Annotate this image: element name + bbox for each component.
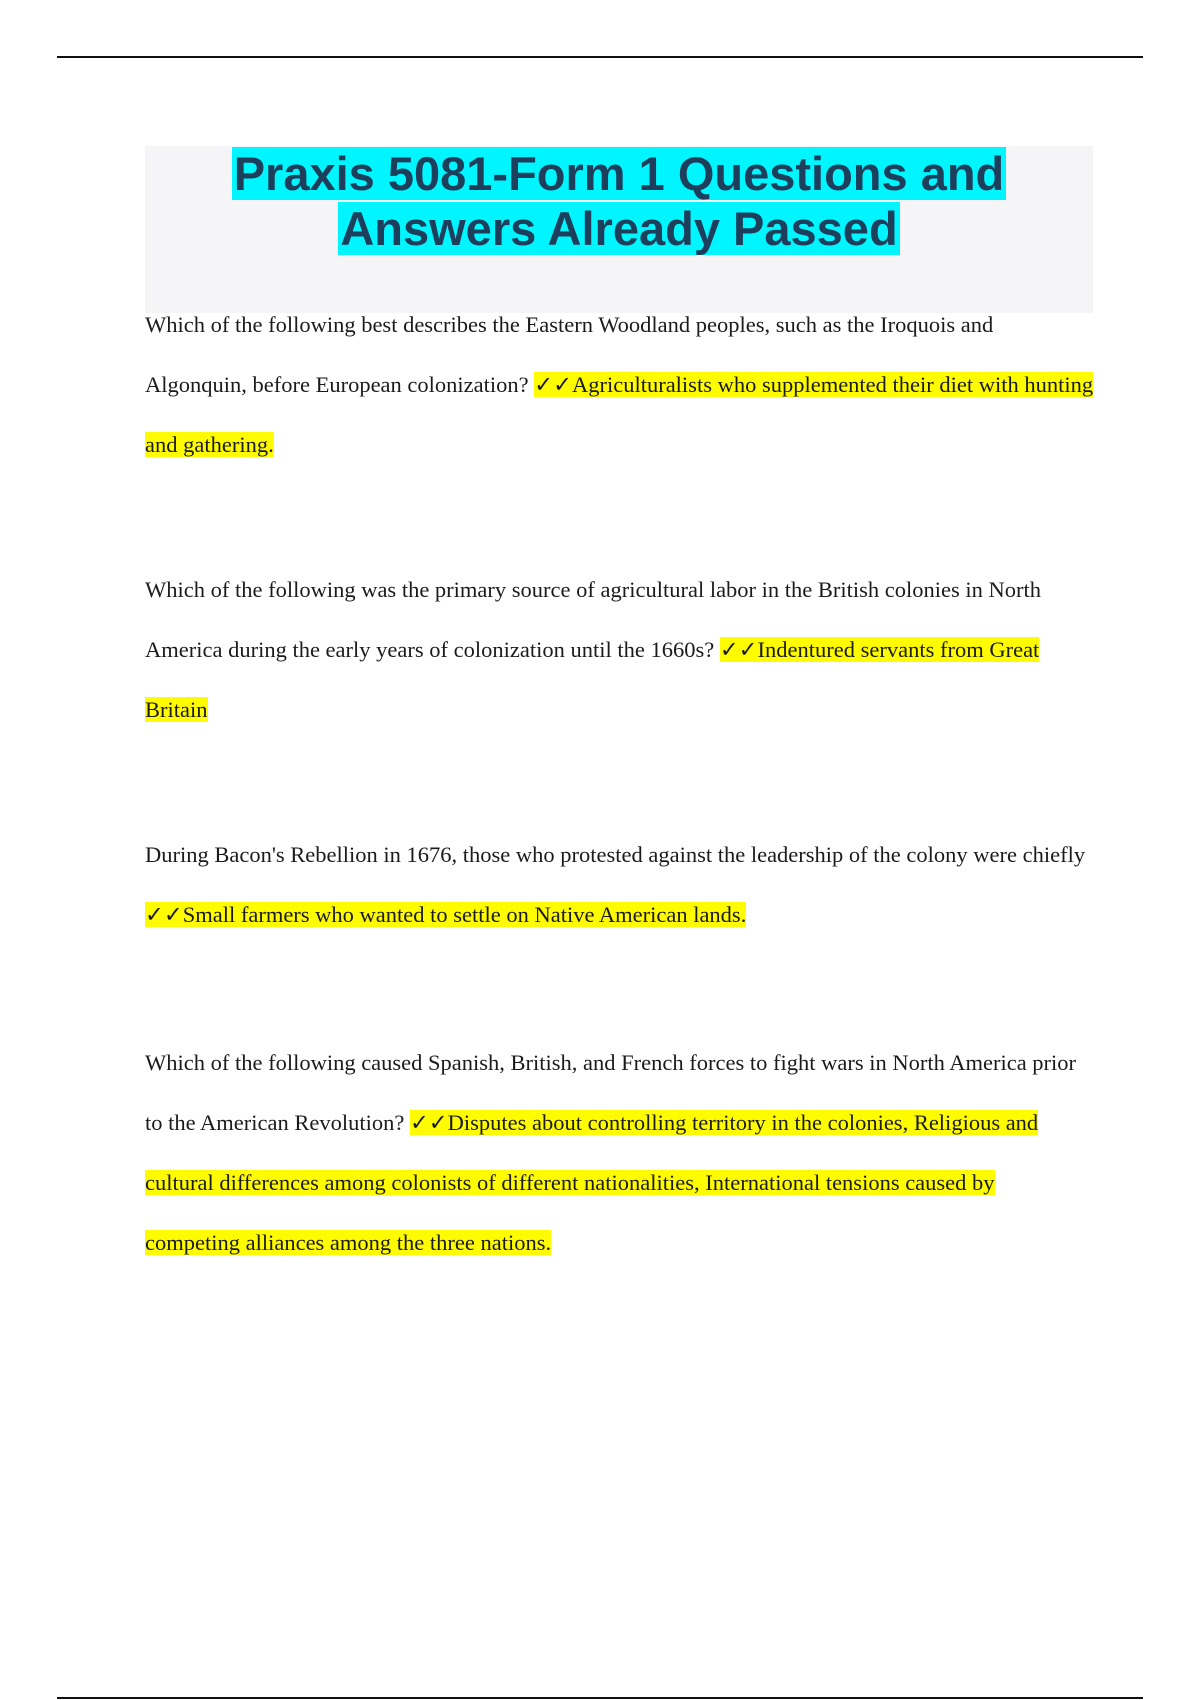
question-text: During Bacon's Rebellion in 1676, those who protested against the leadership of the colony were chiefly xyxy=(145,842,1086,867)
top-rule xyxy=(57,56,1143,58)
title-box xyxy=(145,146,1093,313)
check-mark-icon: ✓✓ xyxy=(534,372,572,397)
bottom-rule xyxy=(57,1697,1143,1699)
qa-item-2 xyxy=(145,560,1095,740)
answer-text: Agriculturalists who supplemented their diet with hunting and gathering. xyxy=(145,372,1094,457)
document-title xyxy=(145,146,1093,256)
qa-item-3 xyxy=(145,825,1095,945)
title-line-1: Praxis 5081-Form 1 Questions and xyxy=(233,147,1005,200)
question-text: Which of the following caused Spanish, British, and French forces to fight wars in North America prior to the American Revolution? xyxy=(145,1050,1077,1135)
qa-item-4 xyxy=(145,1033,1095,1273)
answer-highlight xyxy=(145,902,746,927)
answer-text: Indentured servants from Great Britain xyxy=(145,637,1040,722)
check-mark-icon: ✓✓ xyxy=(145,902,183,927)
check-mark-icon: ✓✓ xyxy=(719,637,758,662)
answer-text: Disputes about controlling territory in the colonies, Religious and cultural differences among colonists of different nationalities, International tensions caused by competing alliances among the three nations. xyxy=(145,1110,1039,1255)
answer-text: Small farmers who wanted to settle on Native American lands. xyxy=(182,902,747,927)
check-mark-icon: ✓✓ xyxy=(409,1110,448,1135)
qa-item-1 xyxy=(145,295,1095,475)
title-line-2: Answers Already Passed xyxy=(340,202,898,255)
question-text: Which of the following was the primary source of agricultural labor in the British colonies in North America during the early years of colonization until the 1660s? xyxy=(145,577,1042,662)
question-text: Which of the following best describes the Eastern Woodland peoples, such as the Iroquois and Algonquin, before European colonization? xyxy=(145,312,994,397)
